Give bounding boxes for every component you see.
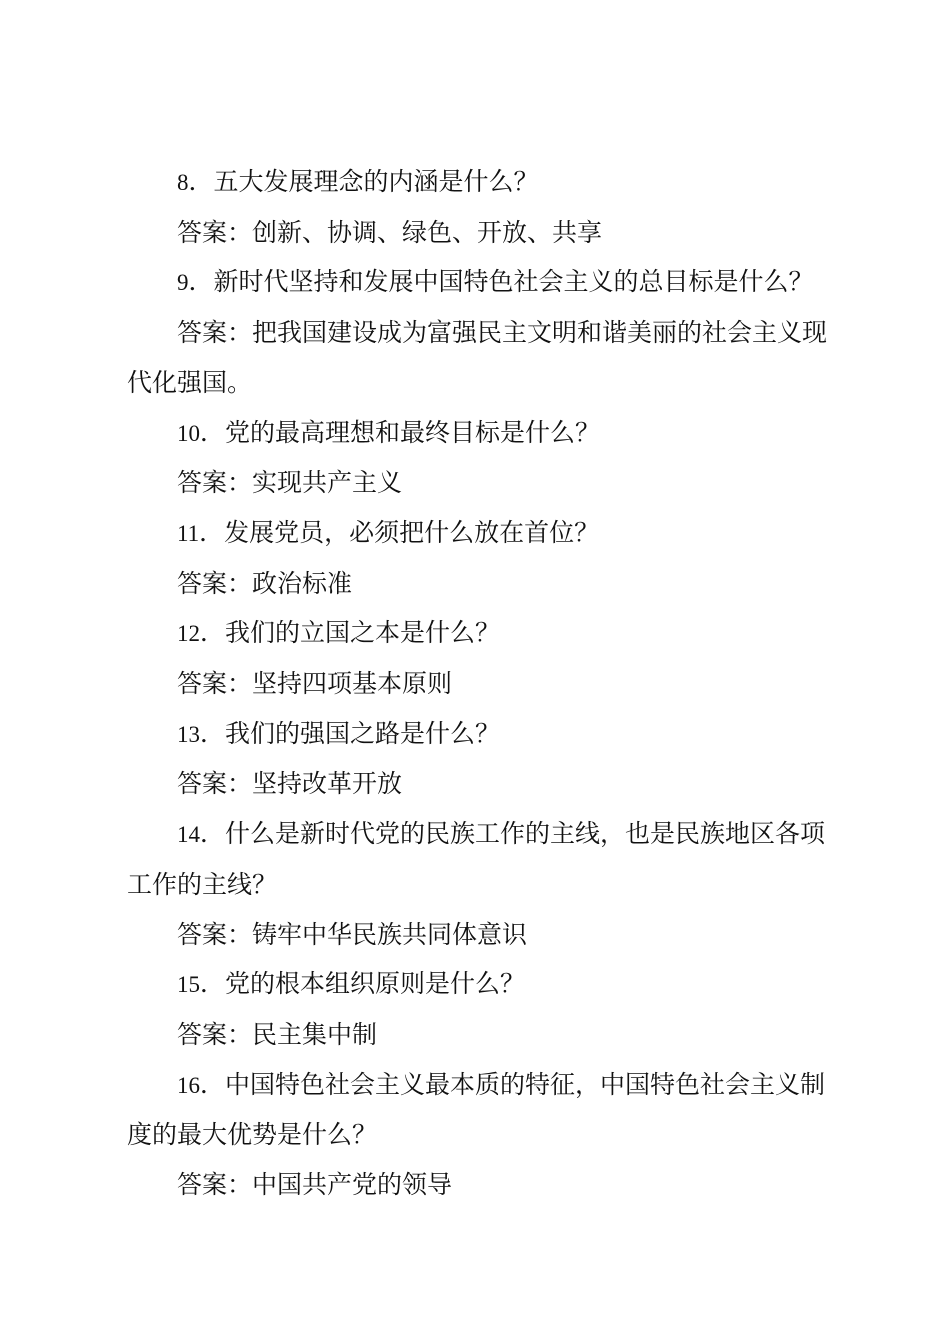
question-11 xyxy=(127,508,827,559)
question-number: 16 xyxy=(177,1072,200,1098)
question-text: ．五大发展理念的内涵是什么？ xyxy=(188,167,539,196)
answer-9: 答案：把我国建设成为富强民主文明和谐美丽的社会主义现代化强国。 xyxy=(127,318,828,397)
question-number: 13 xyxy=(177,721,200,747)
question-16 xyxy=(127,1060,827,1160)
answer-12: 答案：坚持四项基本原则 xyxy=(177,669,453,699)
question-text: ．我们的强国之路是什么？ xyxy=(200,718,501,748)
question-15 xyxy=(127,959,827,1010)
question-text: ．新时代坚持和发展中国特色社会主义的总目标是什么？ xyxy=(188,267,814,297)
answer-14: 答案：铸牢中华民族共同体意识 xyxy=(177,919,528,949)
question-number: 8 xyxy=(177,170,189,195)
answer-8: 答案：创新、协调、绿色、开放、共享 xyxy=(177,217,603,247)
answer-16: 答案：中国共产党的领导 xyxy=(177,1170,453,1200)
question-number: 12 xyxy=(177,621,200,647)
question-8 xyxy=(127,157,827,208)
question-text: ．中国特色社会主义最本质的特征，中国特色社会主义制度的最大优势是什么？ xyxy=(127,1069,826,1150)
question-number: 9 xyxy=(177,270,189,296)
question-text: ．发展党员，必须把什么放在首位？ xyxy=(199,517,600,547)
question-number: 10 xyxy=(177,420,200,446)
question-10 xyxy=(127,408,827,459)
answer-15: 答案：民主集中制 xyxy=(177,1019,378,1049)
question-9 xyxy=(127,257,827,308)
answer-11: 答案：政治标准 xyxy=(177,568,353,598)
qa-list xyxy=(127,157,827,1210)
question-text: ．党的最高理想和最终目标是什么？ xyxy=(200,417,601,447)
question-number: 11 xyxy=(177,520,200,546)
question-number: 15 xyxy=(177,972,200,998)
question-number: 14 xyxy=(177,822,200,848)
answer-13: 答案：坚持改革开放 xyxy=(177,769,403,799)
question-text: ．党的根本组织原则是什么？ xyxy=(200,969,526,999)
question-text: ．我们的立国之本是什么？ xyxy=(200,618,501,648)
question-12 xyxy=(127,608,827,659)
question-text: ．什么是新时代党的民族工作的主线，也是民族地区各项工作的主线？ xyxy=(127,819,826,899)
question-14 xyxy=(127,809,827,909)
answer-10: 答案：实现共产主义 xyxy=(177,468,403,498)
question-13 xyxy=(127,709,827,760)
